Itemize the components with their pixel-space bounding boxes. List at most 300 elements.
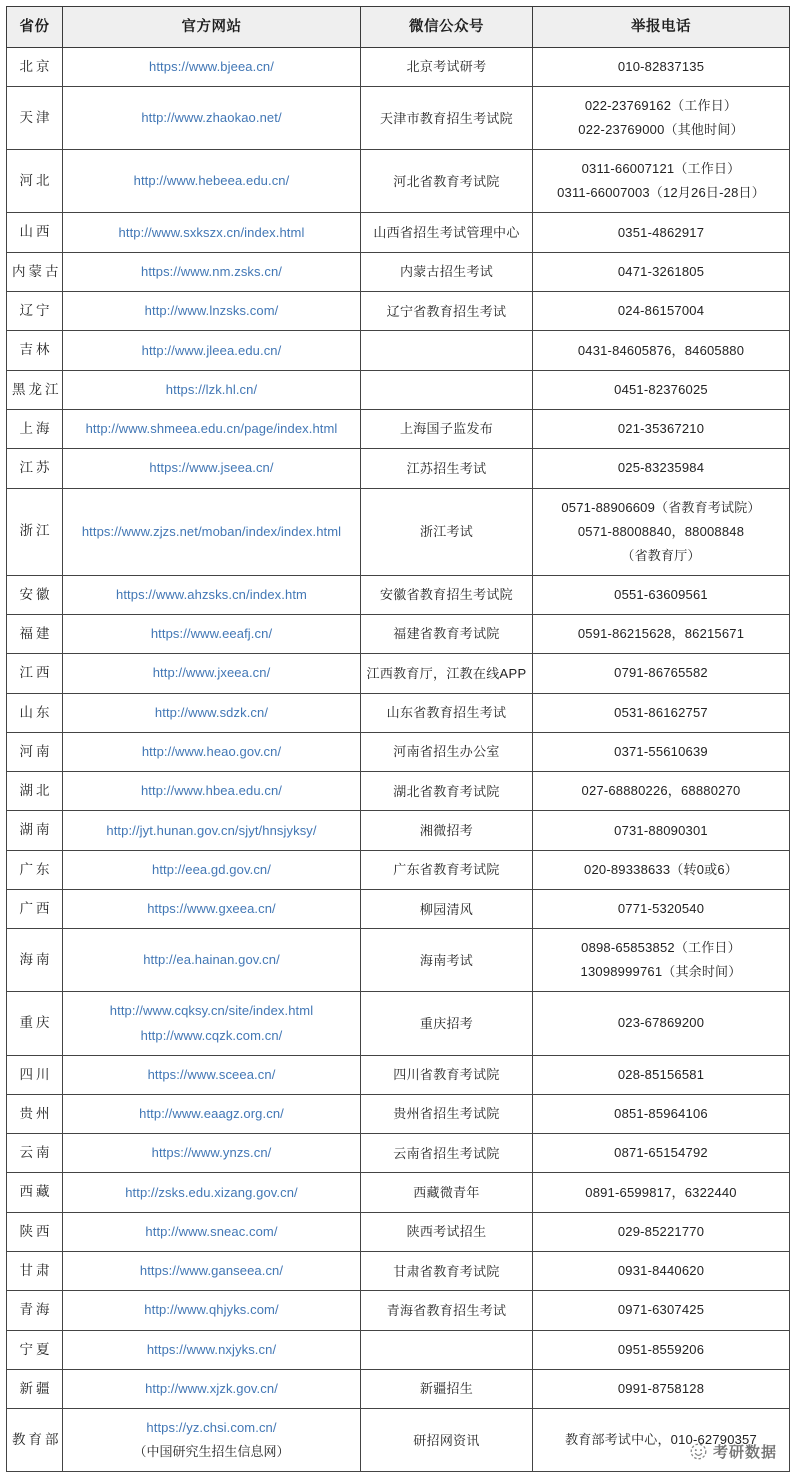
cell-official-website (63, 488, 361, 575)
website-line (71, 1024, 352, 1048)
table-body (7, 48, 790, 1472)
website-link[interactable]: https://www.gxeea.cn/ (147, 901, 276, 917)
website-link[interactable]: https://lzk.hl.cn/ (165, 381, 258, 397)
cell-wechat-account: 重庆招考 (361, 992, 533, 1055)
website-line (71, 339, 352, 363)
cell-official-website (63, 1291, 361, 1330)
website-link[interactable]: https://www.sceea.cn/ (147, 1066, 276, 1082)
telephone-line: 0571-88906609（省教育考试院） (561, 499, 761, 515)
website-link[interactable]: http://www.hbea.edu.cn/ (140, 783, 283, 799)
website-line (71, 779, 352, 803)
website-link[interactable]: http://zsks.edu.xizang.gov.cn/ (125, 1184, 298, 1200)
website-line (71, 1377, 352, 1401)
telephone-line: 0931-8440620 (617, 1263, 705, 1279)
province-label: 江苏 (19, 460, 53, 476)
cell-report-telephone (533, 811, 790, 850)
telephone-line: 0531-86162757 (614, 704, 708, 720)
province-label: 河北 (19, 173, 53, 189)
table-row (7, 1055, 790, 1094)
cell-province (7, 732, 63, 771)
cell-province (7, 693, 63, 732)
province-label: 江西 (19, 665, 53, 681)
cell-province (7, 1252, 63, 1291)
website-line (71, 1338, 352, 1362)
website-line (71, 378, 352, 402)
cell-report-telephone (533, 409, 790, 448)
table-header (7, 7, 790, 48)
cell-report-telephone (533, 1330, 790, 1369)
province-label: 陕西 (19, 1223, 53, 1239)
cell-wechat-account: 湖北省教育考试院 (361, 772, 533, 811)
table-row (7, 811, 790, 850)
cell-report-telephone (533, 1134, 790, 1173)
telephone-line: 0431-84605876，84605880 (577, 342, 745, 358)
telephone-line: 0351-4862917 (617, 224, 705, 240)
website-line (71, 1102, 352, 1126)
website-link[interactable]: http://www.zhaokao.net/ (141, 110, 282, 126)
table-row (7, 772, 790, 811)
telephone-line: 教育部考试中心，010-62790357 (565, 1432, 757, 1448)
cell-official-website (63, 409, 361, 448)
website-line (71, 221, 352, 245)
telephone-line: 0851-85964106 (614, 1105, 708, 1121)
cell-wechat-account: 甘肃省教育考试院 (361, 1252, 533, 1291)
website-link[interactable]: http://www.shmeea.edu.cn/page/index.html (85, 421, 338, 437)
website-line (71, 583, 352, 607)
cell-province (7, 48, 63, 87)
website-line (71, 701, 352, 725)
cell-province (7, 929, 63, 992)
table-row (7, 1409, 790, 1472)
website-line (71, 106, 352, 130)
cell-official-website (63, 992, 361, 1055)
website-line (71, 1416, 352, 1464)
website-line (71, 948, 352, 972)
cell-province (7, 1369, 63, 1408)
cell-official-website (63, 1409, 361, 1472)
cell-report-telephone (533, 488, 790, 575)
table-row (7, 1134, 790, 1173)
table-row (7, 1369, 790, 1408)
cell-official-website (63, 1055, 361, 1094)
cell-province (7, 213, 63, 252)
contact-table-container (0, 6, 795, 1472)
cell-province (7, 331, 63, 370)
cell-wechat-account: 上海国子监发布 (361, 409, 533, 448)
table-row (7, 1330, 790, 1369)
website-link[interactable]: https://www.ynzs.cn/ (151, 1145, 272, 1161)
telephone-line: 0898-65853852（工作日） (581, 940, 741, 956)
cell-wechat-account: 浙江考试 (361, 488, 533, 575)
province-label: 海南 (19, 952, 53, 968)
telephone-line: 13098999761（其余时间） (580, 964, 742, 980)
cell-report-telephone (533, 693, 790, 732)
table-row (7, 213, 790, 252)
cell-report-telephone (533, 890, 790, 929)
cell-official-website (63, 213, 361, 252)
province-label: 湖南 (19, 822, 53, 838)
website-link[interactable]: http://eea.gd.gov.cn/ (152, 861, 271, 877)
cell-report-telephone (533, 1173, 790, 1212)
cell-report-telephone (533, 150, 790, 213)
telephone-line: 028-85156581 (617, 1066, 705, 1082)
province-label: 云南 (19, 1145, 53, 1161)
cell-official-website (63, 732, 361, 771)
province-label: 浙江 (19, 523, 53, 539)
cell-wechat-account: 河南省招生办公室 (361, 732, 533, 771)
website-link[interactable]: http://www.jxeea.cn/ (152, 665, 271, 681)
website-note: （中国研究生招生信息网） (133, 1444, 290, 1460)
telephone-line: 0791-86765582 (614, 665, 708, 681)
province-label: 辽宁 (19, 303, 53, 319)
website-link[interactable]: http://www.sxkszx.cn/index.html (118, 224, 305, 240)
province-label: 重庆 (19, 1015, 53, 1031)
telephone-line: 021-35367210 (617, 421, 705, 437)
province-label: 福建 (19, 626, 53, 641)
cell-wechat-account: 贵州省招生考试院 (361, 1094, 533, 1133)
table-row (7, 87, 790, 150)
website-line (71, 1141, 352, 1165)
cell-wechat-account: 山东省教育招生考试 (361, 693, 533, 732)
website-link[interactable]: http://www.cqzk.com.cn/ (140, 1027, 283, 1043)
cell-report-telephone (533, 1055, 790, 1094)
province-label: 内蒙古 (12, 263, 62, 279)
telephone-line: 0991-8758128 (617, 1381, 705, 1397)
website-link[interactable]: http://www.sneac.com/ (145, 1223, 278, 1239)
province-label: 吉林 (19, 342, 53, 358)
cell-report-telephone (533, 1252, 790, 1291)
cell-wechat-account: 云南省招生考试院 (361, 1134, 533, 1173)
website-link[interactable]: http://ea.hainan.gov.cn/ (143, 952, 280, 968)
cell-wechat-account: 内蒙古招生考试 (361, 252, 533, 291)
cell-province (7, 1212, 63, 1251)
table-row (7, 150, 790, 213)
website-line (71, 622, 352, 646)
province-label: 天津 (19, 110, 53, 126)
cell-report-telephone (533, 615, 790, 654)
cell-report-telephone (533, 331, 790, 370)
website-line (71, 456, 352, 480)
cell-report-telephone (533, 654, 790, 693)
table-row (7, 850, 790, 889)
cell-report-telephone (533, 252, 790, 291)
province-contact-table (6, 6, 790, 1472)
cell-province (7, 1330, 63, 1369)
website-link[interactable]: http://www.jleea.edu.cn/ (141, 342, 282, 358)
table-row (7, 488, 790, 575)
website-link[interactable]: https://www.zjzs.net/moban/index/index.html (81, 523, 342, 539)
cell-report-telephone (533, 575, 790, 614)
telephone-line: 024-86157004 (617, 303, 705, 319)
province-label: 四川 (19, 1066, 53, 1082)
cell-province (7, 575, 63, 614)
province-label: 黑龙江 (12, 381, 62, 397)
cell-province (7, 1409, 63, 1472)
province-label: 广西 (19, 901, 53, 917)
column-header-province: 省份 (7, 7, 63, 48)
cell-official-website (63, 150, 361, 213)
cell-official-website (63, 575, 361, 614)
province-label: 广东 (19, 861, 53, 877)
website-link[interactable]: http://www.hebeea.edu.cn/ (133, 173, 290, 189)
cell-official-website (63, 1134, 361, 1173)
cell-official-website (63, 1369, 361, 1408)
cell-official-website (63, 292, 361, 331)
cell-wechat-account (361, 1330, 533, 1369)
cell-wechat-account: 安徽省教育招生考试院 (361, 575, 533, 614)
cell-province (7, 1055, 63, 1094)
cell-province (7, 370, 63, 409)
cell-province (7, 654, 63, 693)
table-row (7, 693, 790, 732)
table-row (7, 1094, 790, 1133)
table-row (7, 1291, 790, 1330)
table-row (7, 409, 790, 448)
website-link[interactable]: https://www.nm.zsks.cn/ (140, 263, 282, 279)
cell-official-website (63, 370, 361, 409)
cell-report-telephone (533, 370, 790, 409)
cell-wechat-account (361, 370, 533, 409)
telephone-line: 0971-6307425 (617, 1302, 705, 1318)
website-line (71, 260, 352, 284)
cell-official-website (63, 615, 361, 654)
telephone-line: 025-83235984 (617, 460, 705, 476)
province-label: 青海 (19, 1302, 53, 1318)
cell-report-telephone (533, 992, 790, 1055)
website-line (71, 819, 352, 843)
website-line (71, 1063, 352, 1087)
website-line (71, 661, 352, 685)
website-link[interactable]: https://www.nxjyks.cn/ (146, 1341, 277, 1357)
cell-wechat-account: 江苏招生考试 (361, 449, 533, 488)
cell-official-website (63, 449, 361, 488)
table-row (7, 654, 790, 693)
telephone-line: 0731-88090301 (614, 822, 708, 838)
cell-wechat-account: 研招网资讯 (361, 1409, 533, 1472)
cell-official-website (63, 1173, 361, 1212)
website-link[interactable]: http://www.eaagz.org.cn/ (139, 1105, 284, 1121)
cell-official-website (63, 890, 361, 929)
cell-province (7, 811, 63, 850)
website-link[interactable]: http://www.qhjyks.com/ (144, 1302, 279, 1318)
website-link[interactable]: https://www.eeafj.cn/ (150, 626, 273, 642)
telephone-line: 0951-8559206 (617, 1341, 705, 1357)
cell-report-telephone (533, 850, 790, 889)
cell-official-website (63, 929, 361, 992)
cell-wechat-account: 江西教育厅，江教在线APP (361, 654, 533, 693)
website-link[interactable]: http://www.heao.gov.cn/ (141, 744, 282, 760)
telephone-line: 020-89338633（转0或6） (584, 861, 738, 877)
cell-wechat-account: 山西省招生考试管理中心 (361, 213, 533, 252)
cell-report-telephone (533, 1409, 790, 1472)
province-label: 贵州 (19, 1105, 53, 1121)
telephone-line: 0311-66007121（工作日） (581, 161, 741, 177)
cell-report-telephone (533, 292, 790, 331)
cell-official-website (63, 850, 361, 889)
website-line (71, 299, 352, 323)
telephone-line: 0591-86215628，86215671 (577, 626, 745, 642)
telephone-line: 0451-82376025 (614, 381, 708, 397)
website-link[interactable]: http://jyt.hunan.gov.cn/sjyt/hnsjyksy/ (106, 822, 317, 838)
website-link[interactable]: https://www.ahzsks.cn/index.htm (116, 586, 307, 602)
province-label: 新疆 (19, 1380, 53, 1396)
table-row (7, 252, 790, 291)
cell-official-website (63, 331, 361, 370)
cell-official-website (63, 48, 361, 87)
telephone-line: 0771-5320540 (617, 901, 705, 917)
province-label: 甘肃 (19, 1263, 53, 1279)
cell-wechat-account: 天津市教育招生考试院 (361, 87, 533, 150)
table-row (7, 732, 790, 771)
website-link[interactable]: https://www.ganseea.cn/ (139, 1263, 284, 1279)
cell-province (7, 1291, 63, 1330)
cell-report-telephone (533, 1369, 790, 1408)
cell-wechat-account: 广东省教育考试院 (361, 850, 533, 889)
table-row (7, 929, 790, 992)
telephone-line: 0551-63609561 (614, 586, 708, 602)
cell-report-telephone (533, 772, 790, 811)
website-line (71, 897, 352, 921)
province-label: 宁夏 (19, 1341, 53, 1357)
website-link[interactable]: http://www.sdzk.cn/ (154, 704, 269, 720)
province-label: 河南 (19, 743, 53, 759)
telephone-line: 027-68880226，68880270 (581, 783, 741, 799)
cell-province (7, 292, 63, 331)
website-link[interactable]: https://www.jseea.cn/ (149, 460, 274, 476)
cell-province (7, 615, 63, 654)
table-row (7, 575, 790, 614)
cell-wechat-account: 湘微招考 (361, 811, 533, 850)
cell-province (7, 150, 63, 213)
province-label: 山东 (19, 704, 53, 720)
cell-report-telephone (533, 449, 790, 488)
cell-official-website (63, 654, 361, 693)
website-line (71, 417, 352, 441)
cell-official-website (63, 87, 361, 150)
table-row (7, 292, 790, 331)
cell-report-telephone (533, 213, 790, 252)
cell-official-website (63, 772, 361, 811)
cell-wechat-account: 新疆招生 (361, 1369, 533, 1408)
table-row (7, 331, 790, 370)
telephone-line: 023-67869200 (617, 1015, 705, 1031)
cell-province (7, 488, 63, 575)
table-row (7, 890, 790, 929)
cell-province (7, 1134, 63, 1173)
cell-province (7, 850, 63, 889)
cell-official-website (63, 252, 361, 291)
table-header-row (7, 7, 790, 48)
table-row (7, 1252, 790, 1291)
website-line (71, 1259, 352, 1283)
table-row (7, 1212, 790, 1251)
website-link[interactable]: http://www.cqksy.cn/site/index.html (109, 1003, 314, 1019)
website-line (71, 1181, 352, 1205)
cell-official-website (63, 1212, 361, 1251)
telephone-line: 0371-55610639 (614, 744, 708, 760)
cell-report-telephone (533, 87, 790, 150)
website-line (71, 999, 352, 1023)
cell-wechat-account: 西藏微青年 (361, 1173, 533, 1212)
cell-wechat-account: 海南考试 (361, 929, 533, 992)
cell-wechat-account: 辽宁省教育招生考试 (361, 292, 533, 331)
cell-wechat-account: 河北省教育考试院 (361, 150, 533, 213)
cell-wechat-account: 陕西考试招生 (361, 1212, 533, 1251)
telephone-line: 0871-65154792 (614, 1145, 708, 1161)
column-header-report-tel: 举报电话 (533, 7, 790, 48)
telephone-line: 0891-6599817，6322440 (585, 1184, 737, 1200)
telephone-line: 0571-88008840，88008848（省教育厅） (577, 523, 745, 563)
cell-wechat-account (361, 331, 533, 370)
telephone-line: 029-85221770 (617, 1223, 705, 1239)
province-label: 湖北 (19, 783, 53, 799)
telephone-line: 022-23769162（工作日） (584, 98, 738, 114)
cell-province (7, 772, 63, 811)
province-label: 上海 (19, 420, 53, 436)
cell-province (7, 409, 63, 448)
province-label: 北京 (19, 59, 53, 74)
cell-report-telephone (533, 1094, 790, 1133)
telephone-line: 0471-3261805 (617, 263, 705, 279)
province-label: 教育部 (12, 1432, 62, 1448)
cell-official-website (63, 1094, 361, 1133)
cell-wechat-account: 柳园清风 (361, 890, 533, 929)
website-link[interactable]: https://yz.chsi.com.cn/ (146, 1420, 277, 1436)
table-row (7, 449, 790, 488)
website-line (71, 169, 352, 193)
column-header-website: 官方网站 (63, 7, 361, 48)
table-row (7, 615, 790, 654)
cell-province (7, 1094, 63, 1133)
telephone-line: 010-82837135 (617, 59, 705, 75)
column-header-wechat: 微信公众号 (361, 7, 533, 48)
website-link[interactable]: http://www.xjzk.gov.cn/ (145, 1381, 278, 1397)
cell-report-telephone (533, 1291, 790, 1330)
cell-province (7, 890, 63, 929)
cell-report-telephone (533, 929, 790, 992)
cell-wechat-account: 四川省教育考试院 (361, 1055, 533, 1094)
cell-wechat-account: 福建省教育考试院 (361, 615, 533, 654)
website-link[interactable]: https://www.bjeea.cn/ (149, 59, 274, 75)
website-line (71, 520, 352, 544)
table-row (7, 1173, 790, 1212)
website-line (71, 858, 352, 882)
cell-province (7, 992, 63, 1055)
cell-official-website (63, 1252, 361, 1291)
cell-province (7, 252, 63, 291)
cell-province (7, 449, 63, 488)
watermark-label: 考研数据 (712, 1443, 777, 1462)
website-line (71, 1220, 352, 1244)
table-row (7, 48, 790, 87)
website-line (71, 55, 352, 79)
website-link[interactable]: http://www.lnzsks.com/ (144, 303, 279, 319)
telephone-line: 0311-66007003（12月26日-28日） (557, 185, 765, 201)
website-line (71, 1298, 352, 1322)
province-label: 安徽 (19, 586, 53, 602)
cell-report-telephone (533, 48, 790, 87)
cell-report-telephone (533, 732, 790, 771)
table-row (7, 992, 790, 1055)
province-label: 西藏 (19, 1184, 53, 1200)
cell-province (7, 87, 63, 150)
cell-official-website (63, 1330, 361, 1369)
telephone-line: 022-23769000（其他时间） (578, 122, 744, 138)
cell-official-website (63, 693, 361, 732)
cell-province (7, 1173, 63, 1212)
cell-report-telephone (533, 1212, 790, 1251)
cell-official-website (63, 811, 361, 850)
